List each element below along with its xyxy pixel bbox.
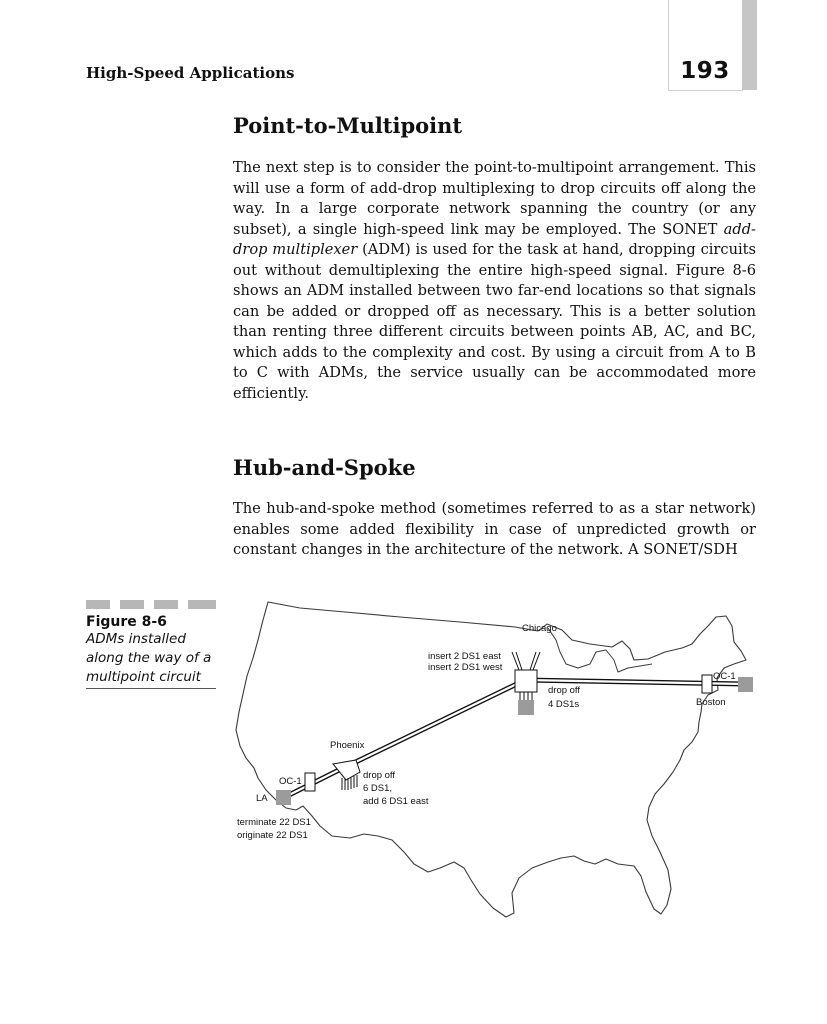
section-heading-hub-and-spoke: Hub-and-Spoke: [233, 455, 416, 480]
section-heading-point-to-multipoint: Point-to-Multipoint: [233, 113, 463, 138]
us-map-outline: [236, 602, 746, 917]
paragraph-text: The next step is to consider the point-to-multipoint arrangement. This will use a form of add-drop multiplexing to drop circuits off along the way. In a large corporate network spanning the country (or any subset), a single high-speed link may be employed. The SONET: [233, 159, 756, 238]
label-terminate: terminate 22 DS1: [237, 817, 311, 828]
label-insert-east: insert 2 DS1 east: [428, 651, 501, 662]
label-phoenix-drop-2: 6 DS1,: [363, 783, 393, 794]
label-chicago-drop-2: 4 DS1s: [548, 699, 580, 710]
label-phoenix-drop-3: add 6 DS1 east: [363, 796, 429, 807]
running-head: High-Speed Applications: [86, 64, 295, 82]
la-terminal-node: [276, 790, 291, 805]
boston-terminal-node: [738, 677, 753, 692]
term-add-drop-multiplexer: add-drop multiplexer: [233, 220, 756, 258]
paragraph-hub-and-spoke: The hub-and-spoke method (sometimes referred to as a star network) enables some added flexibility in case of unpredicted growth or constant changes in the architecture of the network. A SONET/SDH: [233, 500, 756, 558]
label-oc1-la: OC-1: [279, 776, 302, 787]
label-chicago: Chicago: [522, 623, 557, 634]
label-boston: Boston: [696, 697, 726, 708]
label-la: LA: [256, 793, 268, 804]
label-phoenix: Phoenix: [330, 740, 365, 751]
la-oc1-equipment: [305, 773, 315, 791]
label-originate: originate 22 DS1: [237, 830, 308, 841]
figure-caption: ADMs installed along the way of a multipoint circuit: [86, 631, 212, 685]
chicago-adm: [512, 652, 540, 715]
paragraph-text: (ADM) is used for the task at hand, dropping circuits out without demultiplexing the entire high-speed signal. Figure 8-6 shows an ADM installed between two far-end locations so that signals can be added or dropped off as necessary. This is a better solution than renting three different circuits between points AB, AC, and BC, which adds to the complexity and cost. By using a circuit from A to B to C with ADMs, the service usually can be accommodated more efficiently.: [233, 241, 756, 402]
figure-label: Figure 8-6: [86, 614, 167, 630]
label-chicago-drop-1: drop off: [548, 685, 581, 696]
boston-oc1-equipment: [702, 675, 712, 693]
chicago-drop-node: [518, 700, 534, 715]
label-phoenix-drop-1: drop off: [363, 770, 396, 781]
great-lakes-outline: [548, 628, 652, 672]
sonet-backbone-circuit: [283, 680, 745, 798]
page-number: 193: [680, 58, 730, 84]
phoenix-adm: [333, 760, 360, 790]
label-insert-west: insert 2 DS1 west: [428, 662, 503, 673]
label-oc1-boston: OC-1: [713, 671, 736, 682]
